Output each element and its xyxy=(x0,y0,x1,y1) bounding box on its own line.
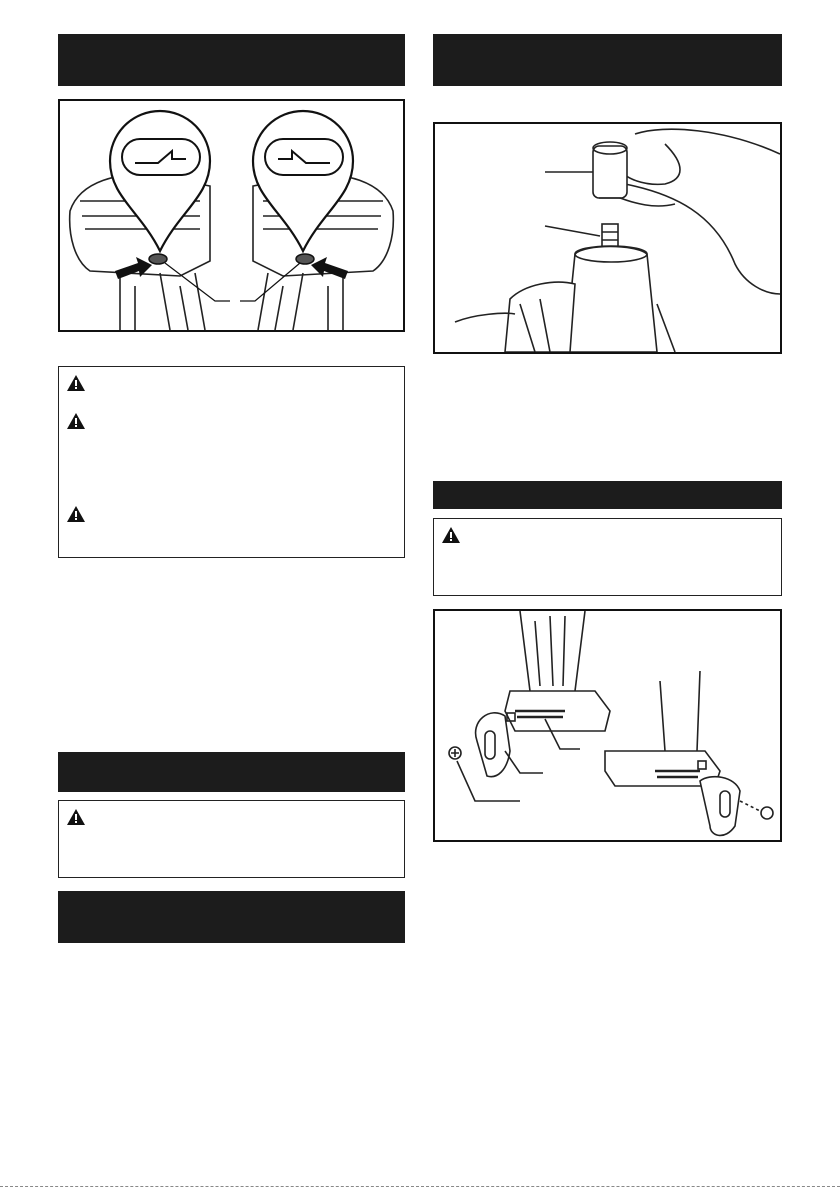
section-header-bar-1 xyxy=(58,34,405,86)
caution-box-3 xyxy=(433,518,782,596)
warning-icon xyxy=(442,527,460,543)
figure-socket-install xyxy=(433,122,782,354)
section-header-bar-4 xyxy=(433,34,782,86)
reversing-switch-illustration xyxy=(60,101,403,330)
section-header-bar-2 xyxy=(58,752,405,792)
figure-hook-install xyxy=(433,609,782,842)
arrow-right-icon xyxy=(115,257,152,279)
warning-icon xyxy=(67,506,85,522)
warning-icon xyxy=(67,809,85,825)
caution-box-2 xyxy=(58,800,405,878)
section-header-bar-3 xyxy=(58,891,405,943)
hook-install-illustration xyxy=(435,611,780,840)
section-header-bar-5 xyxy=(433,481,782,509)
page-bottom-rule xyxy=(0,1186,840,1187)
socket-install-illustration xyxy=(435,124,780,352)
warning-icon xyxy=(67,375,85,391)
warning-icon xyxy=(67,413,85,429)
magnifier-callout-icon xyxy=(110,111,353,251)
arrow-left-icon xyxy=(311,257,348,279)
figure-reversing-switch xyxy=(58,99,405,332)
caution-box-1 xyxy=(58,366,405,558)
